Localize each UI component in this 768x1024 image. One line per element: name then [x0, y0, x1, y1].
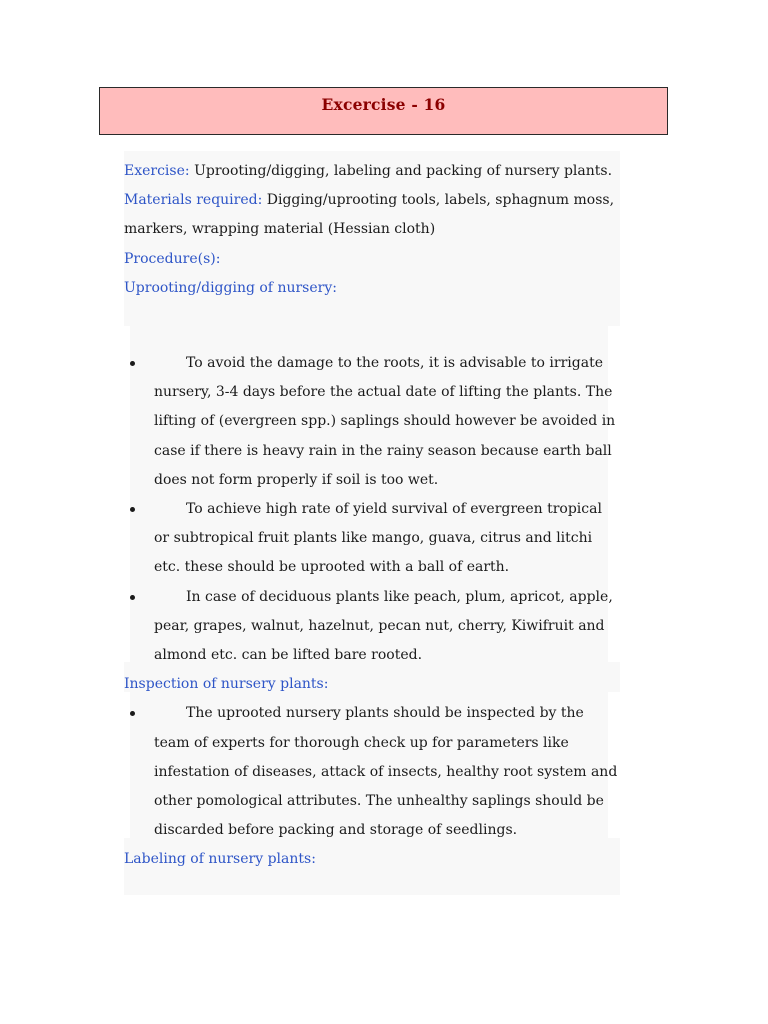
uprooting-bullet-list	[124, 349, 620, 670]
uprooting-bullet-1: To avoid the damage to the roots, it is advisable to irrigate nursery, 3-4 days before the actual date of lifting the plants. The lifting of (evergreen spp.) saplings should however be avoided in case if there is heavy rain in the rainy season because earth ball does not form properly if soil is too wet.	[154, 355, 616, 488]
uprooting-heading: Uprooting/digging of nursery:	[124, 279, 337, 296]
inspection-bullet-1: The uprooted nursery plants should be inspected by the team of experts for thorough check up for parameters like infestation of diseases, attack of insects, healthy root system and other pomological attributes. The unhealthy saplings should be discarded before packing and storage of seedlings.	[154, 705, 618, 839]
materials-line	[124, 186, 620, 244]
uprooting-bullet-3: In case of deciduous plants like peach, plum, apricot, apple, pear, grapes, walnut, hazelnut, pecan nut, cherry, Kiwifruit and almond etc. can be lifted bare rooted.	[154, 588, 613, 664]
bullet-icon	[130, 361, 135, 366]
exercise-title-box	[99, 87, 668, 135]
uprooting-bullet-2: To achieve high rate of yield survival of evergreen tropical or subtropical fruit plants like mango, guava, citrus and litchi etc. these should be uprooted with a ball of earth.	[154, 501, 602, 576]
list-item	[124, 495, 620, 583]
inspection-bullet-list	[124, 699, 620, 845]
list-item	[124, 349, 620, 495]
exercise-text: Uprooting/digging, labeling and packing of nursery plants.	[194, 163, 613, 179]
list-item	[124, 699, 620, 845]
bullet-icon	[130, 507, 135, 512]
materials-label: Materials required:	[124, 192, 263, 209]
page-title: Excercise - 16	[321, 95, 446, 114]
section-spacer	[124, 303, 620, 349]
list-item	[124, 583, 620, 671]
document-body	[124, 157, 620, 875]
exercise-line	[124, 157, 620, 186]
inspection-heading: Inspection of nursery plants:	[124, 676, 329, 693]
bullet-icon	[130, 711, 135, 716]
labeling-heading: Labeling of nursery plants:	[124, 851, 316, 868]
exercise-label: Exercise:	[124, 163, 190, 179]
materials-text: Digging/uprooting tools, labels, sphagnum moss, markers, wrapping material (Hessian cloth)	[124, 192, 615, 238]
procedure-heading: Procedure(s):	[124, 250, 221, 267]
bullet-icon	[130, 595, 135, 600]
